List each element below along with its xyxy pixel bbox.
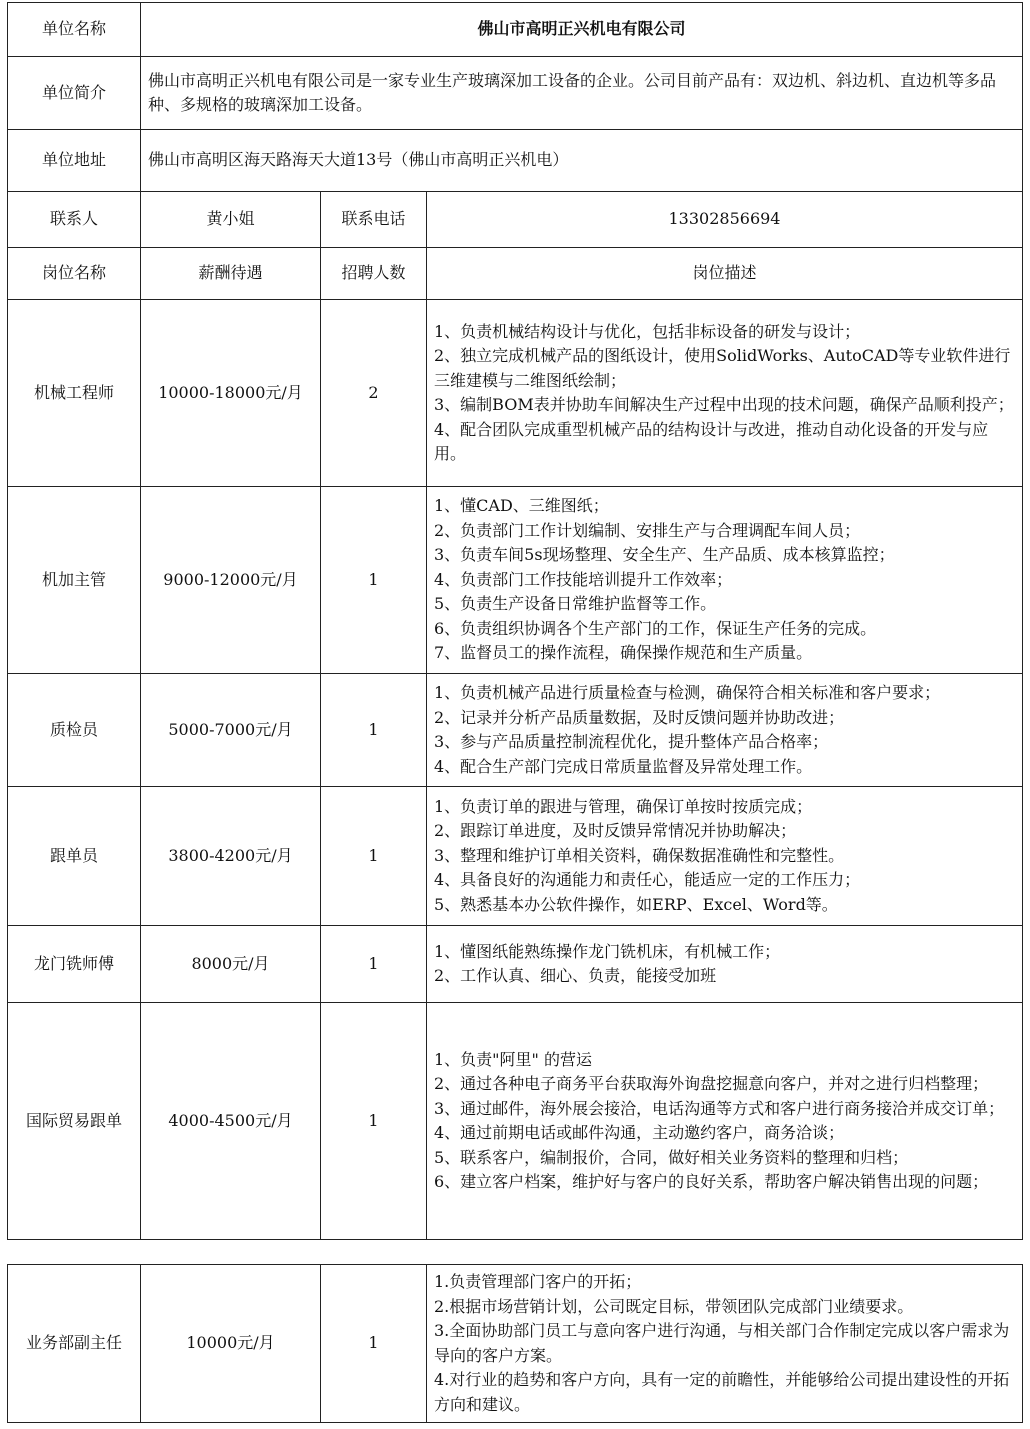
company-name-row — [8, 3, 1023, 57]
duty-line: 1.负责管理部门客户的开拓； — [434, 1272, 642, 1291]
job-salary: 10000元/月 — [141, 1265, 321, 1423]
duty-line: 2、工作认真、细心、负责，能接受加班 — [434, 966, 717, 985]
job-title: 机加主管 — [8, 487, 141, 674]
job-count: 1 — [321, 787, 427, 926]
job-duties — [427, 787, 1023, 926]
duty-line: 2、跟踪订单进度，及时反馈异常情况并协助解决； — [434, 821, 797, 841]
job-title: 质检员 — [8, 674, 141, 787]
recruitment-table — [7, 2, 1023, 1240]
duty-line: 2、负责部门工作计划编制、安排生产与合理调配车间人员； — [434, 520, 861, 540]
job-salary: 10000-18000元/月 — [141, 300, 321, 487]
job-row — [8, 926, 1023, 1003]
header-description: 岗位描述 — [427, 248, 1023, 300]
job-count: 1 — [321, 487, 427, 674]
duty-line: 4、负责部门工作技能培训提升工作效率； — [434, 569, 733, 589]
job-count: 1 — [321, 926, 427, 1003]
job-row — [8, 1265, 1023, 1423]
company-name: 佛山市高明正兴机电有限公司 — [141, 3, 1023, 57]
duty-line: 5、熟悉基本办公软件操作，如ERP、Excel、Word等。 — [434, 894, 838, 914]
duty-line: 1、负责机械结构设计与优化，包括非标设备的研发与设计； — [434, 321, 861, 341]
duty-line: 1、负责"阿里" 的营运 — [434, 1049, 592, 1069]
duty-line: 4、配合生产部门完成日常质量监督及异常处理工作。 — [434, 756, 813, 776]
duty-line: 2、独立完成机械产品的图纸设计，使用SolidWorks、AutoCAD等专业软件进行三维建模与二维图纸绘制； — [434, 346, 1011, 390]
job-title: 国际贸易跟单 — [8, 1003, 141, 1240]
duty-line: 7、监督员工的操作流程，确保操作规范和生产质量。 — [434, 643, 813, 663]
duty-line: 1、负责机械产品进行质量检查与检测，确保符合相关标准和客户要求； — [434, 683, 941, 702]
job-count: 2 — [321, 300, 427, 487]
header-count: 招聘人数 — [321, 248, 427, 300]
job-salary: 4000-4500元/月 — [141, 1003, 321, 1240]
company-address: 佛山市高明区海天路海天大道13号（佛山市高明正兴机电） — [141, 130, 1023, 192]
contact-row — [8, 192, 1023, 248]
duty-line: 3.全面协助部门员工与意向客户进行沟通，与相关部门合作制定完成以客户需求为导向的客户方案。 — [434, 1321, 1010, 1365]
duty-line: 2.根据市场营销计划，公司既定目标，带领团队完成部门业绩要求。 — [434, 1296, 914, 1316]
duty-line: 3、负责车间5s现场整理、安全生产、生产品质、成本核算监控； — [434, 545, 895, 565]
company-intro: 佛山市高明正兴机电有限公司是一家专业生产玻璃深加工设备的企业。公司目前产品有：双边机、斜边机、直边机等多品种、多规格的玻璃深加工设备。 — [141, 57, 1023, 130]
contact-label: 联系人 — [8, 192, 141, 248]
job-row — [8, 1003, 1023, 1240]
duty-line: 1、负责订单的跟进与管理，确保订单按时按质完成； — [434, 796, 813, 816]
recruitment-table-continued — [7, 1264, 1023, 1423]
header-row — [8, 248, 1023, 300]
job-row — [8, 674, 1023, 787]
duty-line: 2、记录并分析产品质量数据，及时反馈问题并协助改进； — [434, 707, 845, 727]
company-address-label: 单位地址 — [8, 130, 141, 192]
job-count: 1 — [321, 674, 427, 787]
duty-line: 1、懂图纸能熟练操作龙门铣机床，有机械工作； — [434, 941, 781, 961]
job-salary: 9000-12000元/月 — [141, 487, 321, 674]
job-row — [8, 787, 1023, 926]
phone-number: 13302856694 — [427, 192, 1023, 248]
company-intro-row — [8, 57, 1023, 130]
phone-label: 联系电话 — [321, 192, 427, 248]
job-row — [8, 300, 1023, 487]
job-title: 跟单员 — [8, 787, 141, 926]
job-salary: 5000-7000元/月 — [141, 674, 321, 787]
header-position: 岗位名称 — [8, 248, 141, 300]
job-count: 1 — [321, 1265, 427, 1423]
company-address-row — [8, 130, 1023, 192]
job-duties — [427, 1003, 1023, 1240]
duty-line: 4、配合团队完成重型机械产品的结构设计与改进，推动自动化设备的开发与应用。 — [434, 419, 989, 463]
header-salary: 薪酬待遇 — [141, 248, 321, 300]
duty-line: 3、编制BOM表并协助车间解决生产过程中出现的技术问题，确保产品顺利投产； — [434, 395, 1014, 414]
job-duties — [427, 1265, 1023, 1423]
duty-line: 6、负责组织协调各个生产部门的工作，保证生产任务的完成。 — [434, 618, 877, 638]
company-intro-label: 单位简介 — [8, 57, 141, 130]
duty-line: 4、具备良好的沟通能力和责任心，能适应一定的工作压力； — [434, 870, 861, 890]
duty-line: 6、建立客户档案，维护好与客户的良好关系，帮助客户解决销售出现的问题； — [434, 1172, 989, 1191]
job-salary: 3800-4200元/月 — [141, 787, 321, 926]
duty-line: 3、通过邮件，海外展会接洽，电话沟通等方式和客户进行商务接洽并成交订单； — [434, 1098, 1005, 1118]
company-name-label: 单位名称 — [8, 3, 141, 57]
contact-name: 黄小姐 — [141, 192, 321, 248]
job-duties — [427, 926, 1023, 1003]
duty-line: 3、整理和维护订单相关资料，确保数据准确性和完整性。 — [434, 845, 845, 865]
job-title: 机械工程师 — [8, 300, 141, 487]
duty-line: 5、联系客户，编制报价，合同，做好相关业务资料的整理和归档； — [434, 1147, 909, 1167]
job-salary: 8000元/月 — [141, 926, 321, 1003]
duty-line: 4、通过前期电话或邮件沟通，主动邀约客户，商务洽谈； — [434, 1123, 845, 1142]
job-duties — [427, 674, 1023, 787]
job-duties — [427, 487, 1023, 674]
job-count: 1 — [321, 1003, 427, 1240]
job-title: 业务部副主任 — [8, 1265, 141, 1423]
job-row — [8, 487, 1023, 674]
duty-line: 4.对行业的趋势和客户方向，具有一定的前瞻性，并能够给公司提出建设性的开拓方向和建议。 — [434, 1370, 1010, 1414]
duty-line: 2、通过各种电子商务平台获取海外询盘挖掘意向客户，并对之进行归档整理； — [434, 1074, 989, 1093]
duty-line: 1、懂CAD、三维图纸； — [434, 496, 609, 516]
duty-line: 3、参与产品质量控制流程优化，提升整体产品合格率； — [434, 732, 829, 751]
duty-line: 5、负责生产设备日常维护监督等工作。 — [434, 594, 717, 614]
job-duties — [427, 300, 1023, 487]
job-title: 龙门铣师傅 — [8, 926, 141, 1003]
